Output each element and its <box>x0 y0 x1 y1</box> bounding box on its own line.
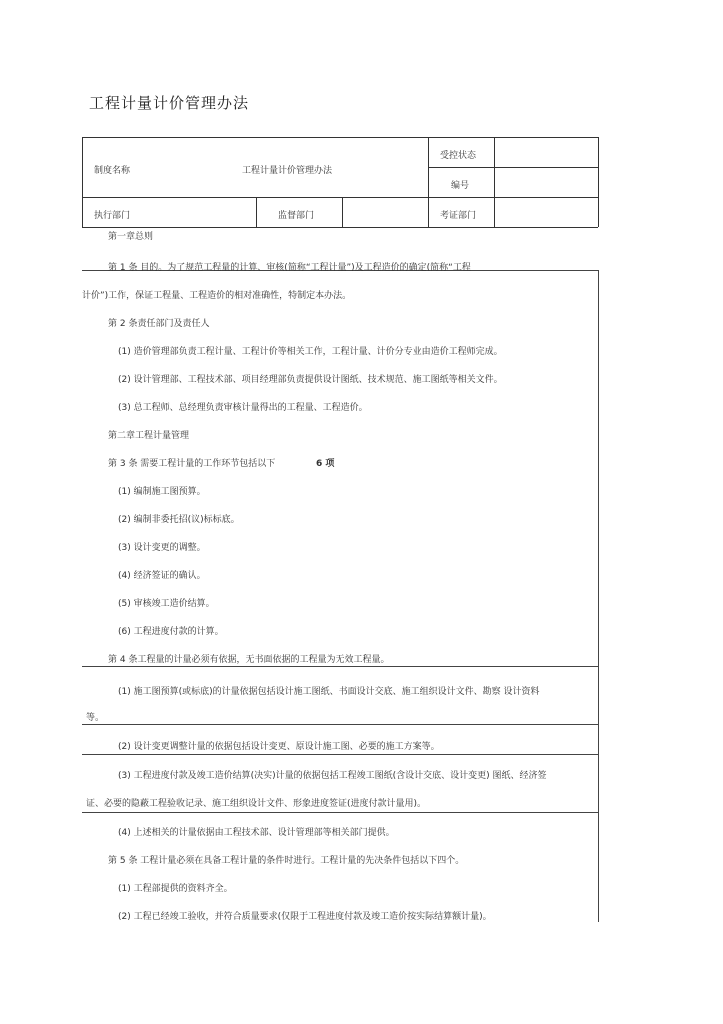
label-number: 编号 <box>451 181 470 191</box>
article-1-line-2: 计价”)工作，保证工程量、工程造价的相对准确性，特制定本办法。 <box>82 291 352 301</box>
table-line-col-b <box>342 197 343 227</box>
label-cert-dept: 考证部门 <box>440 211 477 221</box>
article-2-item-2: (2) 设计管理部、工程技术部、项目经理部负责提供设计图纸、技术规范、施工图纸等相关文件。 <box>118 375 503 385</box>
table-line-left <box>82 137 83 227</box>
table-line-bottom <box>82 227 598 228</box>
table-line-row-divider <box>82 197 598 198</box>
article-2-heading: 第 2 条责任部门及责任人 <box>108 319 210 329</box>
article-3-item-4: (4) 经济签证的确认。 <box>118 571 206 581</box>
rule-art4 <box>82 666 598 667</box>
label-supervise-dept: 监督部门 <box>278 211 315 221</box>
article-1-line-1: 第 1 条 目的。为了规范工程量的计算、审核(简称“工程计量”)及工程造价的确定(简称“工程 <box>108 263 471 273</box>
article-4-item-1-line-2: 等。 <box>86 713 105 723</box>
article-2-item-1: (1) 造价管理部负责工程计量、工程计价等相关工作，工程计量、计价分专业由造价工程师完成。 <box>118 347 503 357</box>
article-4-item-3-line-2: 证、必要的隐蔽工程验收记录、施工组织设计文件、形象进度签证(进度付款计量用)。 <box>86 799 427 809</box>
article-3-item-2: (2) 编制非委托招(议)标标底。 <box>118 515 240 525</box>
article-4-item-1-line-1: (1) 施工图预算(或标底)的计量依据包括设计施工图纸、书面设计交底、施工组织设计文件、勘察 设计资料 <box>118 687 540 697</box>
article-5-item-1: (1) 工程部提供的资料齐全。 <box>118 884 233 894</box>
document-title: 工程计量计价管理办法 <box>89 94 250 112</box>
article-4-item-3-line-1: (3) 工程进度付款及竣工造价结算(决实)计量的依据包括工程竣工图纸(含设计交底、设计变更) 图纸、经济签 <box>118 771 547 781</box>
article-4-item-4: (4) 上述相关的计量依据由工程技术部、设计管理部等相关部门提供。 <box>118 828 395 838</box>
rule-art4-3 <box>82 812 598 813</box>
table-line-col-a <box>256 197 257 227</box>
label-exec-dept: 执行部门 <box>94 211 131 221</box>
article-3-item-1: (1) 编制施工图预算。 <box>118 487 206 497</box>
label-control-status: 受控状态 <box>440 151 477 161</box>
chapter-2-heading: 第二章工程计量管理 <box>108 431 190 441</box>
article-2-item-3: (3) 总工程师、总经理负责审核计量得出的工程量、工程造价。 <box>118 403 368 413</box>
header-table <box>82 137 598 227</box>
table-line-col-c <box>428 137 429 227</box>
article-5-heading: 第 5 条 工程计量必须在具备工程计量的条件时进行。工程计量的先决条件包括以下四个。 <box>108 856 465 866</box>
rule-art4-1 <box>82 724 598 725</box>
value-system-name: 工程计量计价管理办法 <box>242 166 333 176</box>
article-3-item-3: (3) 设计变更的调整。 <box>118 543 206 553</box>
article-5-item-2: (2) 工程已经竣工验收，并符合质量要求(仅限于工程进度付款及竣工造价按实际结算额计量)。 <box>118 912 492 922</box>
frame-right-line <box>598 270 599 922</box>
article-3-item-5: (5) 审核竣工造价结算。 <box>118 599 215 609</box>
label-system-name: 制度名称 <box>94 166 131 176</box>
article-3-item-6: (6) 工程进度付款的计算。 <box>118 627 224 637</box>
table-line-mid-right <box>428 167 598 168</box>
table-line-right <box>598 137 599 227</box>
article-3-heading: 第 3 条 需要工程计量的工作环节包括以下 <box>108 459 276 469</box>
rule-art4-2 <box>82 754 598 755</box>
chapter-1-heading: 第一章总则 <box>108 232 154 242</box>
article-4-item-2: (2) 设计变更调整计量的依据包括设计变更、原设计施工图、必要的施工方案等。 <box>118 742 440 752</box>
article-3-count: 6 项 <box>316 459 335 469</box>
table-line-top <box>82 137 598 138</box>
article-4-heading: 第 4 条工程量的计量必须有依据，无书面依据的工程量为无效工程量。 <box>108 655 390 665</box>
table-line-col-d <box>494 137 495 227</box>
